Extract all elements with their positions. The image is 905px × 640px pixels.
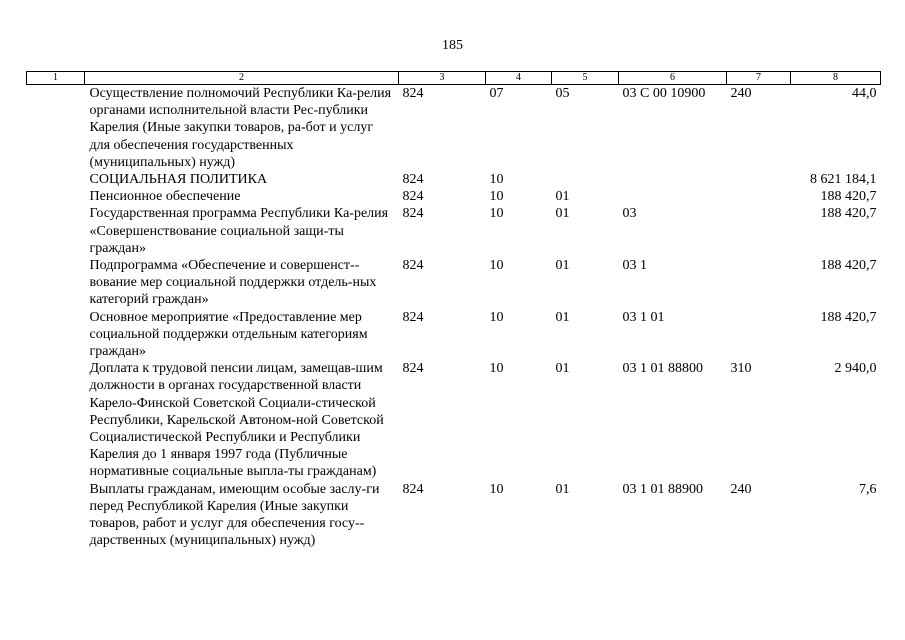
subsection-code-cell: 01 [555,309,570,325]
row-name-cell: Пенсионное обеспечение [89,189,241,205]
expense-type-cell: 240 [730,86,752,101]
amount-cell: 7,6 [859,481,877,497]
section-code-cell: 10 [489,258,504,274]
row-name-cell: Подпрограмма «Обеспечение и совершенст-вование мер социальной поддержки отдель-ных категорий граждан» [89,258,377,308]
table-row [27,171,881,188]
column-number-row [27,72,881,85]
target-article-cell: 03 С 00 10900 [622,86,706,101]
section-code-cell: 10 [489,172,504,188]
ministry-code-cell: 824 [402,189,424,205]
column-number: 1 [27,72,85,85]
amount-cell: 188 420,7 [820,258,877,274]
subsection-code-cell: 01 [555,189,570,205]
expense-type-cell [727,309,791,361]
expense-type-cell [727,171,791,188]
row-name-cell: Основное мероприятие «Предоставление мер социальной поддержки отдельным категориям граждан» [89,309,368,360]
section-code-cell: 10 [489,361,504,377]
expense-type-cell [727,188,791,205]
target-article-cell: 03 1 [622,258,647,274]
row-column-1-cell [27,360,85,480]
section-code-cell: 10 [489,189,504,205]
row-column-1-cell [27,171,85,188]
row-column-1-cell [27,257,85,309]
table-row [27,205,881,257]
row-name-cell: Государственная программа Республики Ка-релия «Совершенствование социальной защи-ты граждан» [89,206,389,256]
table-body [27,85,881,550]
ministry-code-cell: 824 [402,206,424,222]
amount-cell: 44,0 [852,86,877,101]
column-number: 4 [486,72,552,85]
section-code-cell: 10 [489,206,504,222]
target-article-cell [619,188,727,205]
ministry-code-cell: 824 [402,309,424,325]
ministry-code-cell: 824 [402,86,424,101]
row-column-1-cell [27,205,85,257]
column-number: 8 [791,72,881,85]
row-name-cell: СОЦИАЛЬНАЯ ПОЛИТИКА [89,172,268,188]
expense-type-cell [727,205,791,257]
section-code-cell: 07 [489,86,504,101]
amount-cell: 2 940,0 [834,361,877,377]
amount-cell: 188 420,7 [820,189,877,205]
row-name-cell: Доплата к трудовой пенсии лицам, замещав-шим должности в органах государственной власти Карело-Финской Советской Социали-стической Республики, Карельской Автоном-ной Советской Социалистической Республики и Республики Карелия до 1 января 1997 года (Публичные нормативные социальные выпла-ты гражданам) [89,361,384,480]
target-article-cell: 03 1 01 88900 [622,481,703,497]
table-row [27,481,881,550]
target-article-cell: 03 1 01 [622,309,665,325]
row-name-cell: Выплаты гражданам, имеющим особые заслу-ги перед Республикой Карелия (Иные закупки товаров, работ и услуг для обеспечения госу-дарственных (муниципальных) нужд) [89,481,380,549]
budget-table [26,71,881,549]
target-article-cell: 03 1 01 88800 [622,361,703,377]
amount-cell: 188 420,7 [820,206,877,222]
subsection-code-cell [552,171,619,188]
subsection-code-cell: 01 [555,206,570,222]
subsection-code-cell: 01 [555,481,570,497]
column-number: 6 [619,72,727,85]
table-row [27,257,881,309]
column-number: 5 [552,72,619,85]
column-number: 3 [399,72,486,85]
page-number: 185 [442,38,463,53]
expense-type-cell [727,257,791,309]
table-row [27,85,881,172]
column-number: 7 [727,72,791,85]
expense-type-cell: 310 [730,361,752,377]
row-column-1-cell [27,309,85,361]
table-row [27,360,881,480]
expense-type-cell: 240 [730,481,752,497]
section-code-cell: 10 [489,481,504,497]
amount-cell: 8 621 184,1 [810,172,877,188]
table-row [27,309,881,361]
subsection-code-cell: 01 [555,361,570,377]
ministry-code-cell: 824 [402,361,424,377]
ministry-code-cell: 824 [402,481,424,497]
ministry-code-cell: 824 [402,172,424,188]
ministry-code-cell: 824 [402,258,424,274]
section-code-cell: 10 [489,309,504,325]
row-column-1-cell [27,85,85,172]
row-name-cell: Осуществление полномочий Республики Ка-релия органами исполнительной власти Рес-публики Карелия (Иные закупки товаров, ра-бот и услуг для обеспечения государственных (муниципальных) нужд) [89,86,392,170]
target-article-cell: 03 [622,206,637,222]
row-column-1-cell [27,188,85,205]
amount-cell: 188 420,7 [820,309,877,325]
column-number: 2 [85,72,399,85]
subsection-code-cell: 05 [555,86,570,101]
subsection-code-cell: 01 [555,258,570,274]
target-article-cell [619,171,727,188]
table-row [27,188,881,205]
row-column-1-cell [27,481,85,550]
